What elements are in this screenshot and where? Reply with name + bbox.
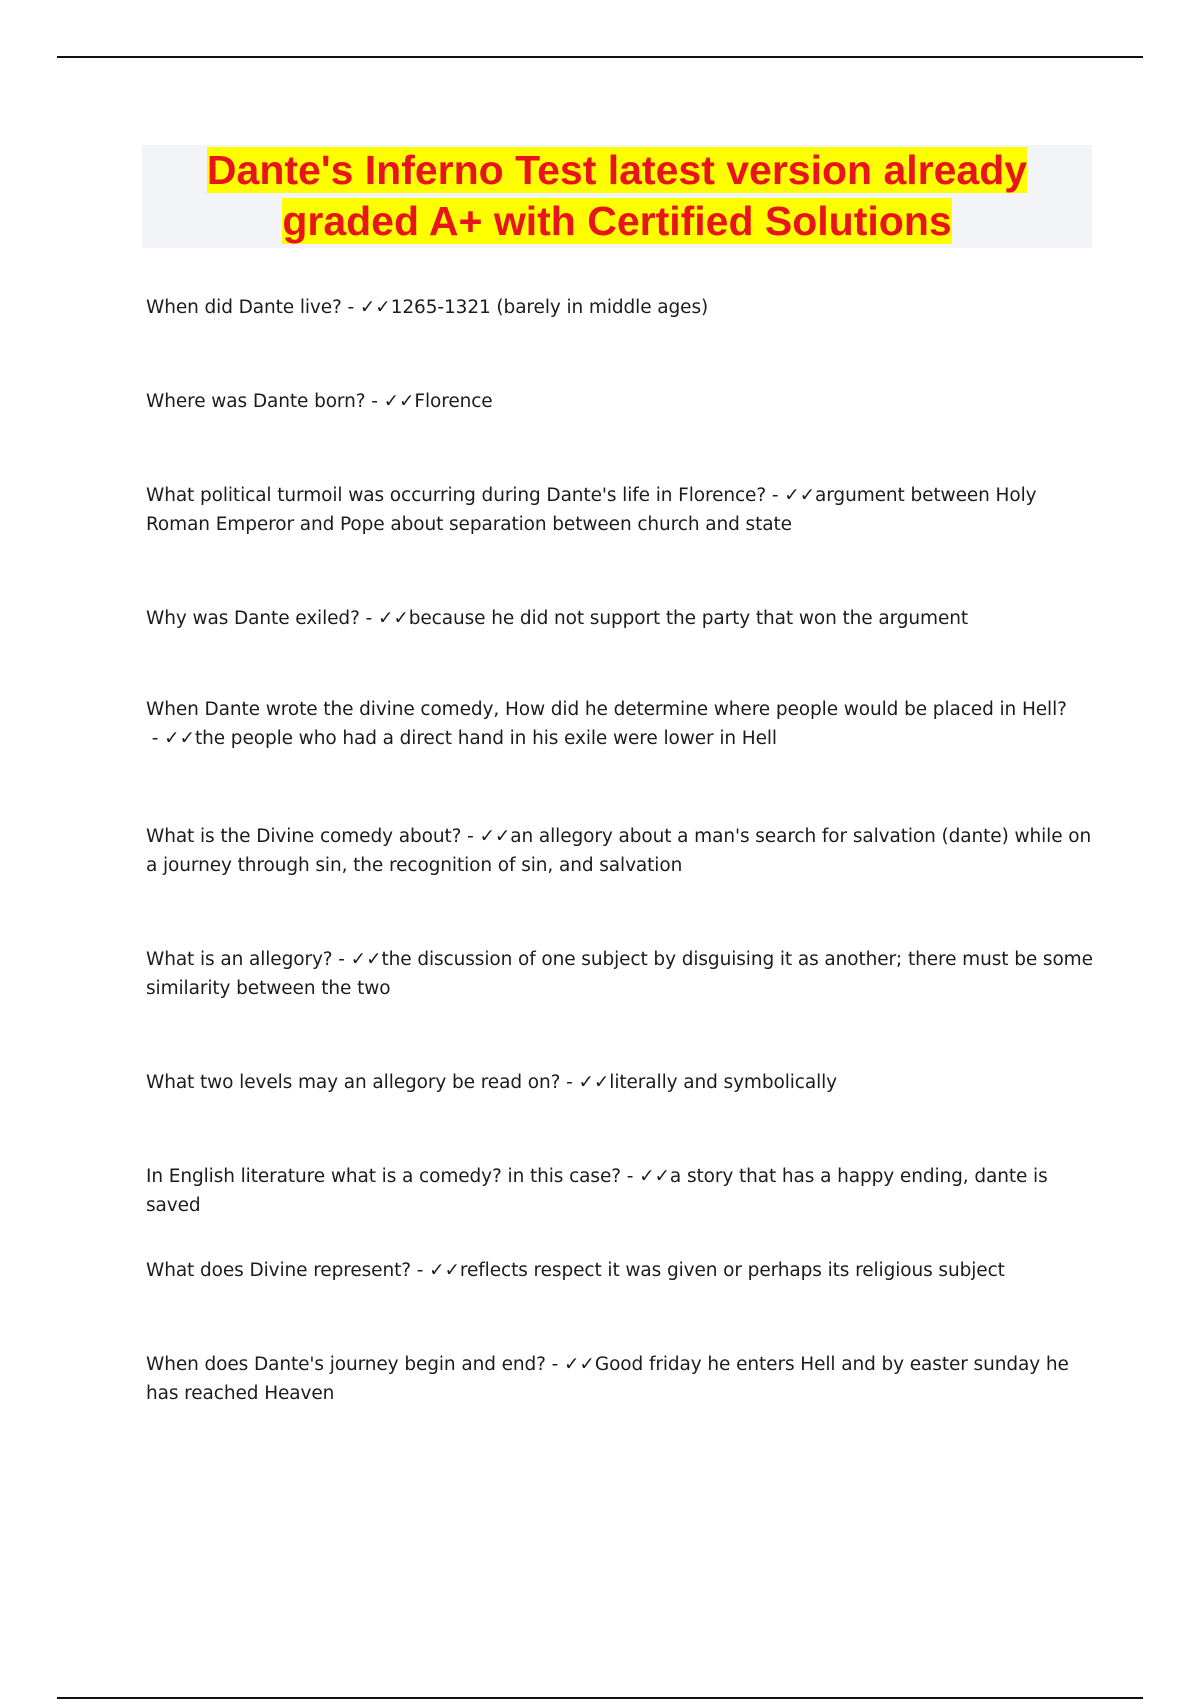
- separator: -: [620, 1166, 640, 1187]
- title-banner: [142, 145, 1092, 248]
- separator: -: [359, 608, 378, 629]
- qa-item: [146, 604, 1096, 633]
- answer-text: literally and symbolically: [609, 1072, 838, 1093]
- qa-item: [146, 822, 1096, 880]
- separator: -: [766, 485, 785, 506]
- answer-text: the people who had a direct hand in his exile were lower in Hell: [194, 728, 777, 749]
- answer-text: argument between Holy Roman Emperor and Pope about separation between church and state: [146, 485, 1037, 535]
- separator: -: [560, 1072, 579, 1093]
- question-text: When did Dante live?: [146, 297, 342, 318]
- question-text: What two levels may an allegory be read on?: [146, 1072, 561, 1093]
- question-text: What is an allegory?: [146, 949, 333, 970]
- question-text: In English literature what is a comedy? in this case?: [146, 1166, 621, 1187]
- document-title: Dante's Inferno Test latest version already graded A+ with Certified Solutions: [206, 147, 1028, 244]
- qa-item: [146, 695, 1096, 753]
- answer-text: reflects respect it was given or perhaps its religious subject: [459, 1260, 1005, 1281]
- answer-text: an allegory about a man's search for salvation (dante) while on a journey through sin, the recognition of sin, and salvation: [146, 826, 1092, 876]
- check-icon: ✓✓: [784, 485, 816, 506]
- check-icon: ✓✓: [359, 297, 391, 318]
- qa-item: [146, 945, 1096, 1003]
- answer-text: because he did not support the party that won the argument: [408, 608, 969, 629]
- question-text: What political turmoil was occurring during Dante's life in Florence?: [146, 485, 767, 506]
- answer-text: a story that has a happy ending, dante is saved: [146, 1166, 1048, 1216]
- separator: -: [410, 1260, 430, 1281]
- separator: -: [545, 1354, 565, 1375]
- check-icon: ✓✓: [350, 949, 382, 970]
- separator: -: [146, 728, 165, 749]
- separator: -: [332, 949, 351, 970]
- check-icon: ✓✓: [383, 391, 415, 412]
- question-text: What is the Divine comedy about?: [146, 826, 462, 847]
- qa-item: [146, 1162, 1096, 1220]
- qa-item: [146, 387, 1096, 416]
- check-icon: ✓✓: [429, 1260, 460, 1281]
- qa-item: [146, 293, 1096, 322]
- qa-item: [146, 1068, 1096, 1097]
- answer-text: Florence: [414, 391, 493, 412]
- separator: -: [365, 391, 384, 412]
- check-icon: ✓✓: [377, 608, 409, 629]
- check-icon: ✓✓: [564, 1354, 595, 1375]
- qa-item: [146, 1256, 1096, 1285]
- qa-item: [146, 1350, 1096, 1408]
- top-rule: [57, 56, 1143, 58]
- bottom-rule: [57, 1697, 1143, 1699]
- check-icon: ✓✓: [639, 1166, 670, 1187]
- question-text: Where was Dante born?: [146, 391, 366, 412]
- check-icon: ✓✓: [164, 728, 195, 749]
- question-text: When does Dante's journey begin and end?: [146, 1354, 546, 1375]
- answer-text: Good friday he enters Hell and by easter sunday he has reached Heaven: [146, 1354, 1069, 1404]
- answer-text: the discussion of one subject by disguising it as another; there must be some similarity between the two: [146, 949, 1093, 999]
- check-icon: ✓✓: [578, 1072, 610, 1093]
- qa-item: [146, 481, 1096, 539]
- check-icon: ✓✓: [479, 826, 511, 847]
- question-text: What does Divine represent?: [146, 1260, 411, 1281]
- separator: -: [461, 826, 480, 847]
- separator: -: [341, 297, 360, 318]
- document-title-wrapper: [142, 145, 1092, 247]
- answer-text: 1265-1321 (barely in middle ages): [390, 297, 709, 318]
- question-text: Why was Dante exiled?: [146, 608, 360, 629]
- question-text: When Dante wrote the divine comedy, How did he determine where people would be placed in Hell?: [146, 699, 1067, 720]
